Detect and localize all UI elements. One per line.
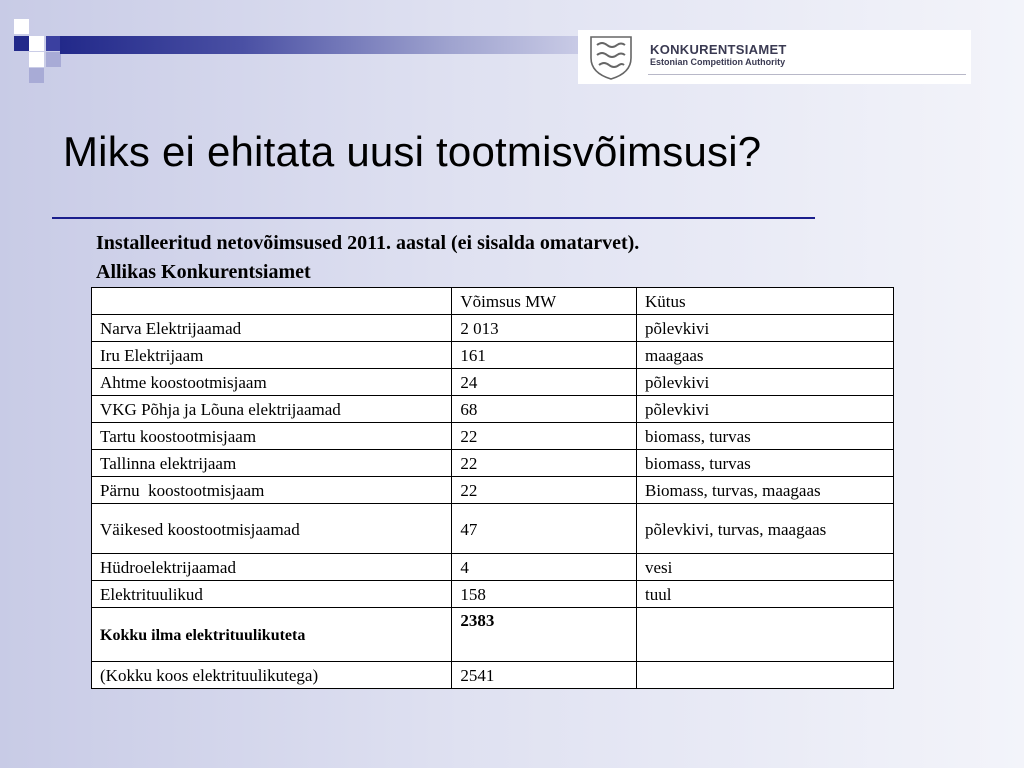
total-fuel-cell (637, 608, 894, 662)
decor-square (46, 52, 61, 67)
header-cell-fuel: Kütus (637, 288, 894, 315)
header-bar (60, 36, 580, 54)
capacity-cell: 22 (452, 423, 637, 450)
station-cell: Elektrituulikud (92, 581, 452, 608)
fuel-cell: tuul (637, 581, 894, 608)
capacity-cell: 24 (452, 369, 637, 396)
capacity-cell: 68 (452, 396, 637, 423)
decor-square (29, 52, 44, 67)
table-row (92, 554, 894, 581)
logo (578, 30, 971, 84)
capacity-cell: 22 (452, 450, 637, 477)
fuel-cell: Biomass, turvas, maagaas (637, 477, 894, 504)
capacity-table (91, 287, 894, 689)
header-cell-capacity: Võimsus MW (452, 288, 637, 315)
station-cell: Narva Elektrijaamad (92, 315, 452, 342)
logo-divider (648, 74, 966, 75)
station-cell: Pärnu koostootmisjaam (92, 477, 452, 504)
fuel-cell (637, 504, 894, 554)
decor-square (14, 36, 29, 51)
station-cell: Hüdroelektrijaamad (92, 554, 452, 581)
table-row (92, 450, 894, 477)
total-with-wind-capacity-cell: 2541 (452, 662, 637, 689)
table-row (92, 581, 894, 608)
fuel-cell: põlevkivi (637, 315, 894, 342)
table-row (92, 315, 894, 342)
table-row (92, 504, 894, 554)
total-with-wind-label-cell: (Kokku koos elektrituulikutega) (92, 662, 452, 689)
table-header-row (92, 288, 894, 315)
fuel-cell: põlevkivi (637, 396, 894, 423)
decor-square (29, 68, 44, 83)
capacity-cell: 2 013 (452, 315, 637, 342)
capacity-cell: 4 (452, 554, 637, 581)
logo-name: KONKURENTSIAMET (650, 42, 787, 57)
capacity-cell: 47 (452, 504, 637, 554)
decor-square (14, 19, 29, 34)
station-cell: Tallinna elektrijaam (92, 450, 452, 477)
decor-square (46, 36, 61, 51)
capacity-cell: 22 (452, 477, 637, 504)
table-total-with-wind-row (92, 662, 894, 689)
fuel-cell: biomass, turvas (637, 450, 894, 477)
fuel-cell: põlevkivi (637, 369, 894, 396)
table-row (92, 342, 894, 369)
fuel-cell: biomass, turvas (637, 423, 894, 450)
station-cell: Iru Elektrijaam (92, 342, 452, 369)
fuel-cell-text: põlevkivi, turvas, maagaas (645, 519, 827, 539)
total-capacity-cell: 2383 (452, 608, 637, 662)
fuel-cell: maagaas (637, 342, 894, 369)
title-divider (52, 217, 815, 219)
station-cell: Ahtme koostootmisjaam (92, 369, 452, 396)
logo-subtitle: Estonian Competition Authority (650, 57, 786, 67)
total-with-wind-fuel-cell (637, 662, 894, 689)
capacity-cell: 161 (452, 342, 637, 369)
table-row (92, 477, 894, 504)
station-cell: VKG Põhja ja Lõuna elektrijaamad (92, 396, 452, 423)
fuel-cell: vesi (637, 554, 894, 581)
table-row (92, 369, 894, 396)
table-caption (96, 229, 639, 287)
header-cell-station (92, 288, 452, 315)
total-label-cell: Kokku ilma elektrituulikuteta (92, 608, 452, 662)
table-row (92, 396, 894, 423)
capacity-cell: 158 (452, 581, 637, 608)
caption-line-1: Installeeritud netovõimsused 2011. aastal (ei sisalda omatarvet). (96, 232, 640, 254)
table-total-row (92, 608, 894, 662)
page-title: Miks ei ehitata uusi tootmisvõimsusi? (63, 128, 762, 175)
station-cell: Väikesed koostootmisjaamad (92, 504, 452, 554)
caption-line-2: Allikas Konkurentsiamet (96, 261, 311, 283)
table-row (92, 423, 894, 450)
station-cell: Tartu koostootmisjaam (92, 423, 452, 450)
crest-icon (586, 34, 636, 80)
decor-square (29, 36, 44, 51)
